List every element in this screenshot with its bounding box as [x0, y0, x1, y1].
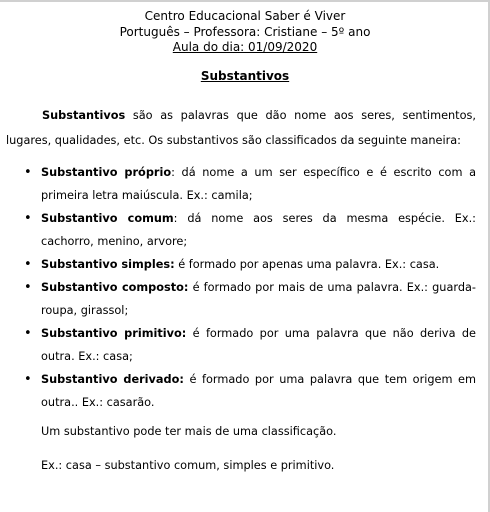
page-title: Substantivos	[200, 68, 290, 83]
noun-type-name: Substantivo primitivo:	[41, 326, 187, 340]
noun-types-list	[0, 161, 476, 414]
intro-term: Substantivos	[42, 108, 126, 122]
list-item	[0, 253, 476, 276]
list-item	[0, 207, 476, 253]
list-item	[0, 161, 476, 207]
bullet-icon: •	[24, 325, 32, 341]
document-header	[0, 0, 490, 56]
noun-type-name: Substantivo composto:	[41, 280, 189, 294]
noun-type-name: Substantivo próprio	[41, 165, 172, 179]
intro-paragraph	[6, 103, 476, 153]
intro-text: são as palavras que dão nome aos seres, sentimentos, lugares, qualidades, etc. Os substantivos são classificados da seguinte maneira:	[6, 108, 476, 147]
page-border-top	[0, 0, 490, 2]
lesson-date: Aula do dia: 01/09/2020	[172, 40, 318, 54]
bullet-icon: •	[24, 279, 32, 295]
bullet-icon: •	[24, 164, 32, 180]
list-item	[0, 368, 476, 414]
list-item	[0, 322, 476, 368]
noun-type-desc: é formado por uma palavra que não deriva de outra. Ex.: casa;	[41, 326, 476, 363]
course-line: Português – Professora: Cristiane – 5º ano	[119, 24, 371, 39]
bullet-icon: •	[24, 210, 32, 226]
school-name: Centro Educacional Saber é Viver	[144, 9, 346, 23]
separator: :	[173, 211, 178, 225]
classification-example: Ex.: casa – substantivo comum, simples e primitivo.	[41, 458, 335, 472]
noun-type-desc: é formado por mais de uma palavra. Ex.: guarda-roupa, girassol;	[41, 280, 476, 317]
classification-note: Um substantivo pode ter mais de uma classificação.	[41, 424, 337, 438]
list-item	[0, 276, 476, 322]
noun-type-desc: dá nome aos seres da mesma espécie. Ex.: cachorro, menino, arvore;	[41, 211, 476, 248]
bullet-icon: •	[24, 371, 32, 387]
bullet-icon: •	[24, 256, 32, 272]
noun-type-desc: dá nome a um ser específico e é escrito com a primeira letra maiúscula. Ex.: camila;	[41, 165, 476, 202]
noun-type-desc: é formado por apenas uma palavra. Ex.: casa.	[174, 257, 440, 271]
noun-type-name: Substantivo comum	[41, 211, 174, 225]
noun-type-name: Substantivo derivado:	[41, 372, 184, 386]
noun-type-name: Substantivo simples:	[41, 257, 175, 271]
noun-type-desc: é formado por uma palavra que tem origem em outra.. Ex.: casarão.	[41, 372, 476, 409]
separator: :	[171, 165, 175, 179]
